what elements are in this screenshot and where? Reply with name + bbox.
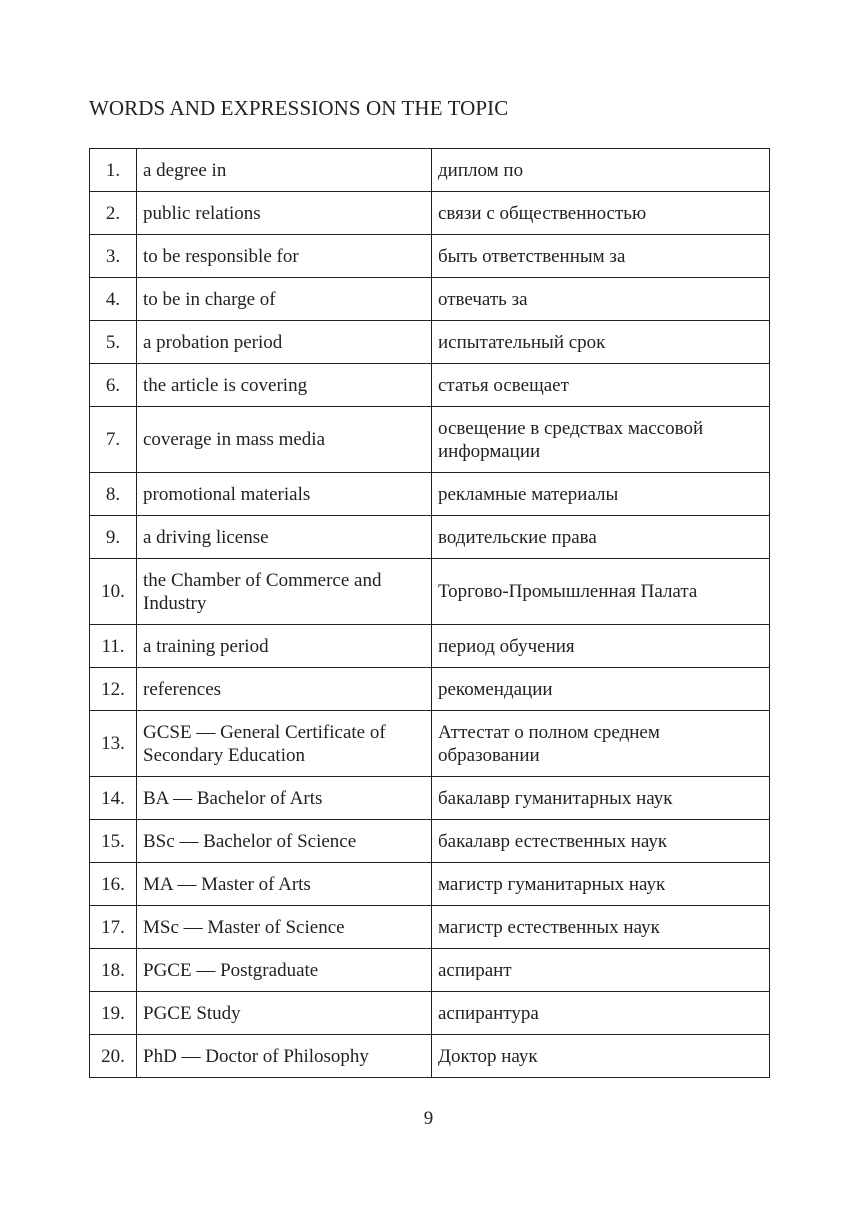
table-row: [90, 473, 770, 516]
table-row: [90, 1035, 770, 1078]
english-term: to be in charge of: [137, 278, 432, 321]
row-number: 11.: [90, 625, 137, 668]
russian-translation: диплом по: [432, 149, 770, 192]
row-number: 10.: [90, 559, 137, 625]
table-row: [90, 149, 770, 192]
row-number: 2.: [90, 192, 137, 235]
english-term: a training period: [137, 625, 432, 668]
english-term: public relations: [137, 192, 432, 235]
table-row: [90, 949, 770, 992]
row-number: 16.: [90, 863, 137, 906]
table-row: [90, 906, 770, 949]
russian-translation: бакалавр гуманитарных наук: [432, 777, 770, 820]
russian-translation: магистр гуманитарных наук: [432, 863, 770, 906]
english-term: a driving license: [137, 516, 432, 559]
row-number: 13.: [90, 711, 137, 777]
russian-translation: Аттестат о полном среднем образовании: [432, 711, 770, 777]
english-term: MSc — Master of Science: [137, 906, 432, 949]
row-number: 19.: [90, 992, 137, 1035]
table-row: [90, 863, 770, 906]
russian-translation: аспирантура: [432, 992, 770, 1035]
english-term: the article is covering: [137, 364, 432, 407]
table-row: [90, 321, 770, 364]
table-row: [90, 516, 770, 559]
russian-translation: Доктор наук: [432, 1035, 770, 1078]
row-number: 17.: [90, 906, 137, 949]
english-term: coverage in mass media: [137, 407, 432, 473]
english-term: GCSE — General Certificate of Secondary Education: [137, 711, 432, 777]
table-row: [90, 820, 770, 863]
english-term: PGCE — Postgraduate: [137, 949, 432, 992]
row-number: 18.: [90, 949, 137, 992]
english-term: BSc — Bachelor of Science: [137, 820, 432, 863]
russian-translation: аспирант: [432, 949, 770, 992]
page-title: WORDS AND EXPRESSIONS ON THE TOPIC: [89, 96, 509, 120]
row-number: 4.: [90, 278, 137, 321]
table-row: [90, 192, 770, 235]
russian-translation: бакалавр естественных наук: [432, 820, 770, 863]
table-row: [90, 559, 770, 625]
russian-translation: освещение в средствах массовой информации: [432, 407, 770, 473]
english-term: a degree in: [137, 149, 432, 192]
russian-translation: водительские права: [432, 516, 770, 559]
russian-translation: магистр естественных наук: [432, 906, 770, 949]
table-row: [90, 364, 770, 407]
row-number: 9.: [90, 516, 137, 559]
row-number: 7.: [90, 407, 137, 473]
russian-translation: быть ответственным за: [432, 235, 770, 278]
table-row: [90, 278, 770, 321]
russian-translation: статья освещает: [432, 364, 770, 407]
table-row: [90, 992, 770, 1035]
row-number: 5.: [90, 321, 137, 364]
row-number: 6.: [90, 364, 137, 407]
russian-translation: отвечать за: [432, 278, 770, 321]
table-row: [90, 777, 770, 820]
english-term: MA — Master of Arts: [137, 863, 432, 906]
table-row: [90, 407, 770, 473]
russian-translation: Торгово-Промышленная Палата: [432, 559, 770, 625]
english-term: promotional materials: [137, 473, 432, 516]
english-term: PhD — Doctor of Philosophy: [137, 1035, 432, 1078]
row-number: 3.: [90, 235, 137, 278]
english-term: PGCE Study: [137, 992, 432, 1035]
russian-translation: связи с общественностью: [432, 192, 770, 235]
row-number: 14.: [90, 777, 137, 820]
english-term: a probation period: [137, 321, 432, 364]
page-number: 9: [423, 1108, 434, 1129]
table-row: [90, 235, 770, 278]
row-number: 20.: [90, 1035, 137, 1078]
row-number: 15.: [90, 820, 137, 863]
english-term: to be responsible for: [137, 235, 432, 278]
row-number: 12.: [90, 668, 137, 711]
russian-translation: испытательный срок: [432, 321, 770, 364]
english-term: references: [137, 668, 432, 711]
table-row: [90, 711, 770, 777]
russian-translation: рекомендации: [432, 668, 770, 711]
russian-translation: период обучения: [432, 625, 770, 668]
russian-translation: рекламные материалы: [432, 473, 770, 516]
row-number: 1.: [90, 149, 137, 192]
table-row: [90, 625, 770, 668]
english-term: BA — Bachelor of Arts: [137, 777, 432, 820]
table-row: [90, 668, 770, 711]
row-number: 8.: [90, 473, 137, 516]
vocabulary-table: [89, 148, 770, 1078]
english-term: the Chamber of Commerce and Industry: [137, 559, 432, 625]
